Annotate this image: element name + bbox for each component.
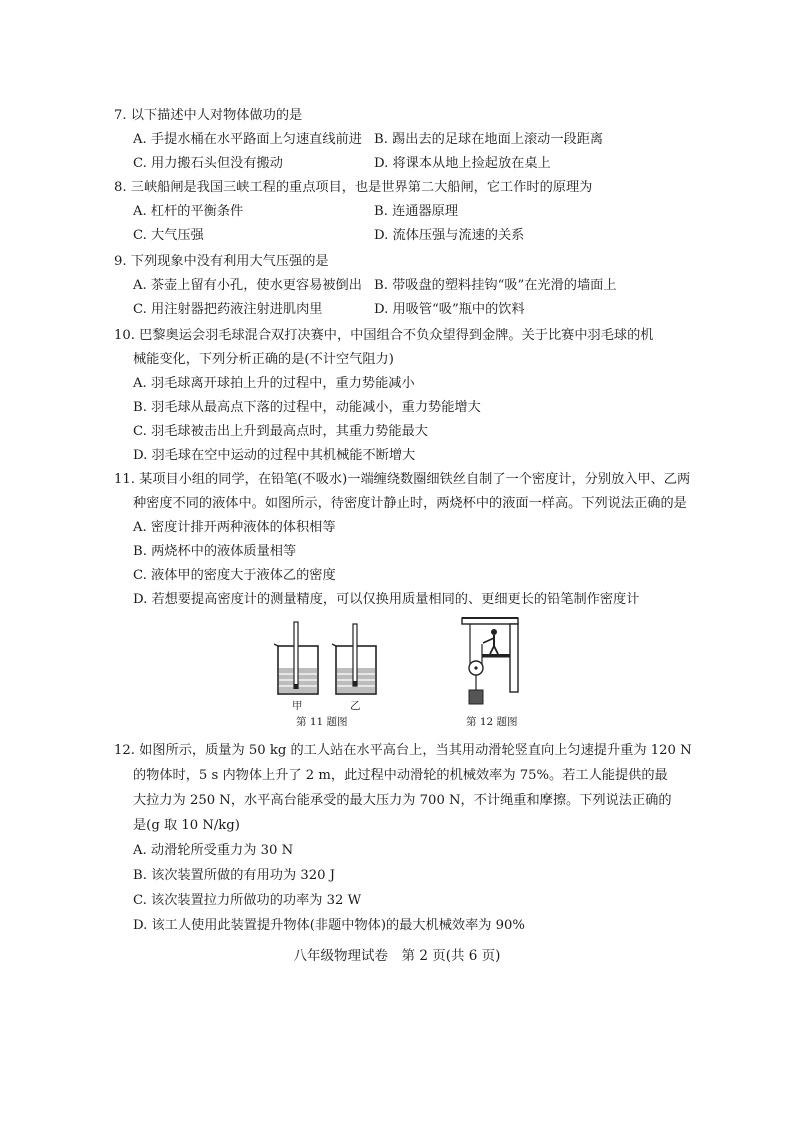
question-9-option-a: A. 茶壶上留有小孔，使水更容易被倒出: [133, 278, 362, 293]
question-8-option-b: B. 连通器原理: [374, 204, 459, 219]
question-8: [114, 176, 674, 248]
question-11-stem-line-1: 11. 某项目小组的同学，在铅笔(不吸水)一端缠绕数圈细铁丝自制了一个密度计，分别放入甲、乙两: [114, 472, 691, 487]
question-7-option-d: D. 将课本从地上捡起放在桌上: [374, 156, 551, 171]
figure-11-caption: 第 11 题图: [296, 716, 348, 728]
beaker-right-label: 乙: [350, 700, 361, 712]
question-12-option-a: A. 动滑轮所受重力为 30 N: [133, 843, 294, 858]
page-footer: 八年级物理试卷 第 2 页(共 6 页): [293, 948, 501, 964]
question-11-option-c: C. 液体甲的密度大于液体乙的密度: [133, 568, 336, 583]
question-10-option-c: C. 羽毛球被击出上升到最高点时，其重力势能最大: [133, 424, 428, 439]
question-9-stem: 9. 下列现象中没有利用大气压强的是: [114, 254, 329, 269]
question-11-option-a: A. 密度计排开两种液体的体积相等: [133, 520, 336, 535]
question-10-option-b: B. 羽毛球从最高点下落的过程中，动能减小，重力势能增大: [133, 400, 481, 415]
question-8-option-d: D. 流体压强与流速的关系: [374, 228, 525, 243]
question-7-option-a: A. 手提水桶在水平路面上匀速直线前进: [133, 132, 362, 147]
question-9: [114, 250, 674, 322]
question-10-option-a: A. 羽毛球离开球拍上升的过程中，重力势能减小: [133, 376, 415, 391]
question-12-stem-line-2: 的物体时，5 s 内物体上升了 2 m，此过程中动滑轮的机械效率为 75%。若工人能提供的最: [133, 768, 668, 783]
question-9-option-c: C. 用注射器把药液注射进肌肉里: [133, 302, 323, 317]
question-12-stem-line-4: 是(g 取 10 N/kg): [133, 818, 240, 833]
beaker-left-label: 甲: [292, 700, 303, 712]
question-11-stem-line-2: 种密度不同的液体中。如图所示，待密度计静止时，两烧杯中的液面一样高。下列说法正确的是: [133, 496, 687, 511]
question-11-option-b: B. 两烧杯中的液体质量相等: [133, 544, 297, 559]
question-10: [114, 324, 674, 468]
question-12-option-b: B. 该次装置所做的有用功为 320 J: [133, 868, 335, 883]
question-9-option-b: B. 带吸盘的塑料挂钩“吸”在光滑的墙面上: [374, 278, 617, 293]
question-9-option-d: D. 用吸管“吸”瓶中的饮料: [374, 302, 525, 317]
question-10-stem-line-2: 械能变化，下列分析正确的是(不计空气阻力): [133, 352, 394, 367]
question-12-stem-line-1: 12. 如图所示，质量为 50 kg 的工人站在水平高台上，当其用动滑轮竖直向上匀速提升重为 120 N: [114, 743, 692, 758]
question-10-option-d: D. 羽毛球在空中运动的过程中其机械能不断增大: [133, 448, 416, 463]
question-8-stem: 8. 三峡船闸是我国三峡工程的重点项目，也是世界第二大船闸，它工作时的原理为: [114, 180, 593, 195]
question-7: [114, 104, 674, 176]
beaker-right: [332, 624, 376, 694]
question-12-option-c: C. 该次装置拉力所做功的功率为 32 W: [133, 893, 362, 908]
question-7-stem: 7. 以下描述中人对物体做功的是: [114, 108, 303, 123]
question-11-option-d: D. 若想要提高密度计的测量精度，可以仅换用质量相同的、更细更长的铅笔制作密度计: [133, 592, 640, 607]
question-7-option-c: C. 用力搬石头但没有搬动: [133, 156, 283, 171]
question-12-option-d: D. 该工人使用此装置提升物体(非题中物体)的最大机械效率为 90%: [133, 918, 525, 933]
question-8-option-c: C. 大气压强: [133, 228, 204, 243]
figure-12-pulley: [460, 616, 522, 712]
question-12-stem-line-3: 大拉力为 250 N，水平高台能承受的最大压力为 700 N，不计绳重和摩擦。下列说法正确的: [133, 793, 672, 808]
figure-12-caption: 第 12 题图: [466, 716, 518, 728]
figure-11-beakers: [272, 618, 384, 698]
question-10-stem-line-1: 10. 巴黎奥运会羽毛球混合双打决赛中，中国组合不负众望得到金牌。关于比赛中羽毛球的机: [114, 328, 654, 343]
question-7-option-b: B. 踢出去的足球在地面上滚动一段距离: [374, 132, 604, 147]
question-12: [114, 738, 692, 938]
question-8-option-a: A. 杠杆的平衡条件: [133, 204, 244, 219]
question-11: [114, 468, 691, 612]
beaker-left: [274, 622, 318, 694]
